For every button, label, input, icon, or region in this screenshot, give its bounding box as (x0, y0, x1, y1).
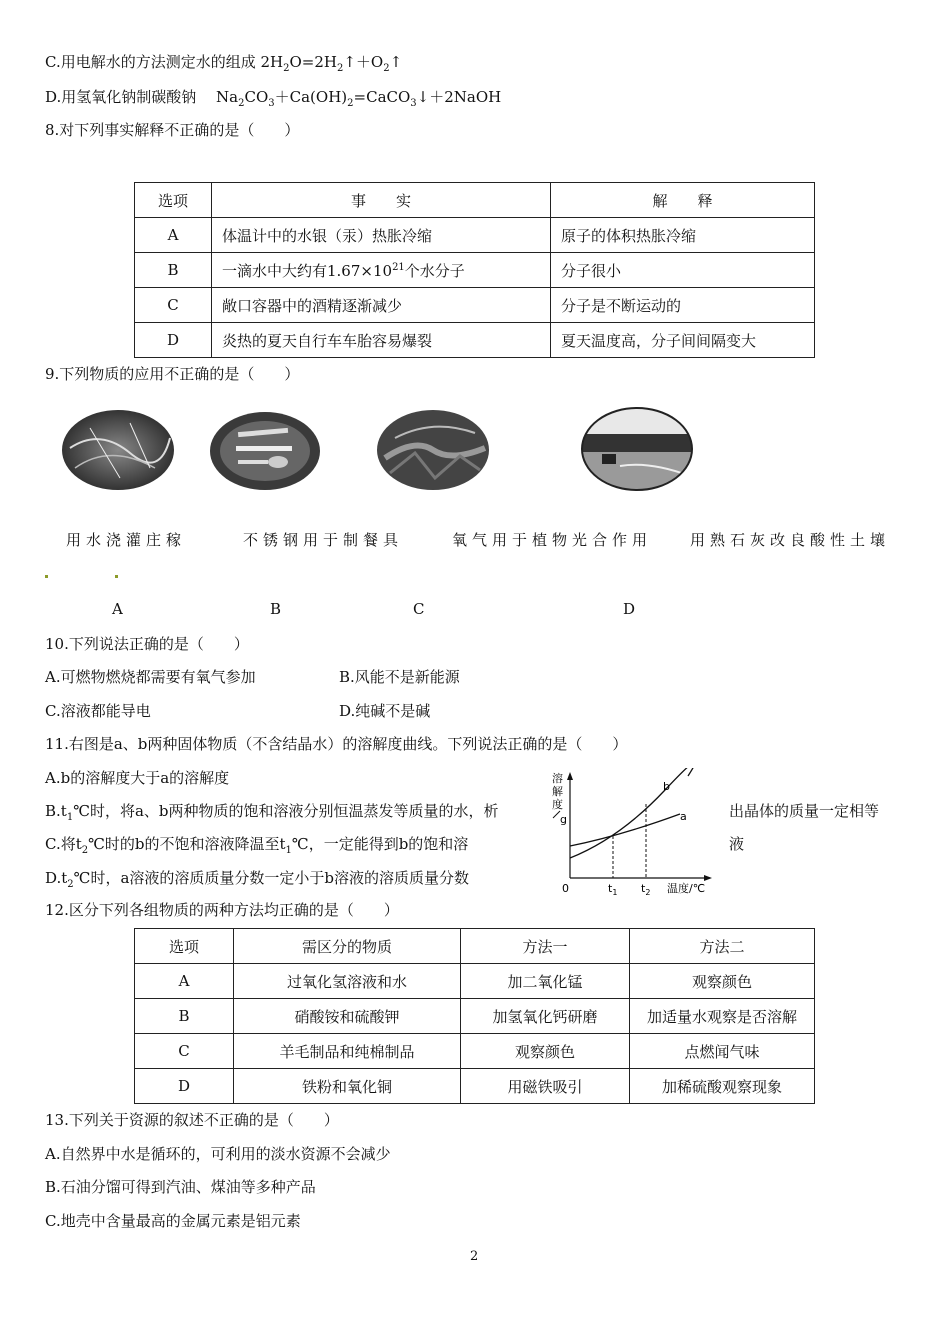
q8-stem: 8.对下列事实解释不正确的是（ ） (45, 121, 300, 139)
option-cell: A (135, 964, 234, 999)
method-two-cell: 加稀硫酸观察现象 (630, 1069, 815, 1104)
fact-cell: 敞口容器中的酒精逐渐减少 (212, 288, 551, 323)
letter-a: A (112, 600, 123, 618)
table-row (135, 1069, 815, 1104)
table-row (135, 218, 815, 253)
q13-option-a: A.自然界中水是循环的，可利用的淡水资源不会减少 (45, 1145, 391, 1163)
substance-cell: 羊毛制品和纯棉制品 (234, 1034, 461, 1069)
method-one-cell: 加氢氧化钙研磨 (461, 999, 630, 1034)
option-cell: D (135, 323, 212, 358)
table-row (135, 1034, 815, 1069)
page-number: 2 (470, 1249, 479, 1264)
q13-option-b: B.石油分馏可得到汽油、煤油等多种产品 (45, 1178, 316, 1196)
table-header-row (135, 183, 815, 218)
fact-cell: 一滴水中大约有$1.67\times 10^{21}$个水分子 (212, 253, 551, 288)
header-cell: 方法二 (630, 929, 815, 964)
y-label-char: 度 (552, 798, 563, 811)
method-two-cell: 观察颜色 (630, 964, 815, 999)
q11-stem: 11.右图是a、b两种固体物质（不含结晶水）的溶解度曲线。下列说法正确的是（ ） (45, 735, 628, 753)
y-unit: g (560, 813, 567, 826)
method-one-cell: 加二氧化锰 (461, 964, 630, 999)
q8-table (134, 182, 815, 358)
q10-option-a: A.可燃物燃烧都需要有氧气参加 (45, 668, 256, 686)
y-label-char: 解 (552, 785, 563, 798)
curve-b-label: b (663, 780, 670, 793)
origin-label: 0 (562, 882, 569, 895)
caption-d: 用熟石灰改良酸性土壤 (690, 531, 891, 549)
explanation-cell: 分子很小 (551, 253, 815, 288)
option-cell: C (135, 1034, 234, 1069)
substance-cell: 过氧化氢溶液和水 (234, 964, 461, 999)
tableware-photo (208, 410, 322, 492)
irrigation-photo (60, 408, 176, 492)
q11-option-c: C.将$t_2℃$时的b的不饱和溶液降温至$t_1℃$，一定能得到b的饱和溶 (45, 835, 469, 856)
q10-option-b: B.风能不是新能源 (339, 668, 460, 686)
option-cell: D (135, 1069, 234, 1104)
q11-option-c-tail: 液 (729, 835, 745, 853)
explanation-cell: 夏天温度高，分子间间隔变大 (551, 323, 815, 358)
photosynthesis-photo (375, 408, 491, 492)
q13-stem: 13.下列关于资源的叙述不正确的是（ ） (45, 1111, 339, 1129)
table-row (135, 323, 815, 358)
option-cell: C (135, 288, 212, 323)
q10-option-d: D.纯碱不是碱 (339, 702, 431, 720)
table-header-row (135, 929, 815, 964)
substance-cell: 铁粉和氧化铜 (234, 1069, 461, 1104)
x-axis-label: 温度/℃ (667, 882, 706, 895)
q7-option-c: C.用电解水的方法测定水的组成 $2H_2O=2H_2↑+O_2↑$ (45, 53, 403, 74)
q11-option-d: $D.t_2℃$时，a溶液的溶质质量分数一定小于b溶液的溶质质量分数 (45, 869, 469, 890)
decorative-dot (45, 575, 48, 578)
unit-slash (553, 811, 560, 818)
explanation-cell: 原子的体积热胀冷缩 (551, 218, 815, 253)
q10-option-c: C.溶液都能导电 (45, 702, 151, 720)
fact-cell: 体温计中的水银（汞）热胀冷缩 (212, 218, 551, 253)
method-two-cell: 点燃闻气味 (630, 1034, 815, 1069)
caption-a: 用水浇灌庄稼 (66, 531, 187, 549)
header-cell: 选项 (135, 929, 234, 964)
curve-b (570, 768, 695, 858)
q12-stem: 12.区分下列各组物质的两种方法均正确的是（ ） (45, 901, 399, 919)
option-cell: B (135, 999, 234, 1034)
y-label-char: 溶 (552, 772, 563, 785)
soil-improvement-photo (580, 406, 694, 492)
q11-option-a: A.b的溶解度大于a的溶解度 (45, 769, 230, 787)
curve-a-label: a (680, 810, 687, 823)
header-cell: 方法一 (461, 929, 630, 964)
y-axis-arrow (567, 772, 573, 780)
option-cell: A (135, 218, 212, 253)
q11-option-b-tail: 出晶体的质量一定相等 (729, 802, 880, 820)
q9-stem: 9.下列物质的应用不正确的是（ ） (45, 365, 300, 383)
curve-a (570, 814, 680, 846)
letter-b: B (270, 600, 282, 618)
explanation-cell: 分子是不断运动的 (551, 288, 815, 323)
option-cell: B (135, 253, 212, 288)
table-row (135, 999, 815, 1034)
q13-option-c: C.地壳中含量最高的金属元素是铝元素 (45, 1212, 301, 1230)
header-cell: 解 释 (551, 183, 815, 218)
caption-b: 不锈钢用于制餐具 (243, 531, 404, 549)
fact-cell: 炎热的夏天自行车车胎容易爆裂 (212, 323, 551, 358)
q7-option-d: D.用氢氧化钠制碳酸钠 $Na_2CO_3+Ca(OH)_2=CaCO_3↓+2NaOH$ (45, 88, 502, 109)
t2-label: $t_2$ (641, 882, 651, 897)
method-one-cell: 用磁铁吸引 (461, 1069, 630, 1104)
header-cell: 事 实 (212, 183, 551, 218)
method-one-cell: 观察颜色 (461, 1034, 630, 1069)
solubility-curve-graph (540, 768, 715, 903)
method-two-cell: 加适量水观察是否溶解 (630, 999, 815, 1034)
letter-d: D (623, 600, 636, 618)
decorative-dot (115, 575, 118, 578)
table-row (135, 964, 815, 999)
header-cell: 选项 (135, 183, 212, 218)
q10-stem: 10.下列说法正确的是（ ） (45, 635, 249, 653)
x-axis-arrow (704, 875, 712, 881)
q12-table (134, 928, 815, 1104)
caption-c: 氧气用于植物光合作用 (452, 531, 653, 549)
q11-option-b: $B.t_1℃$时，将a、b两种物质的饱和溶液分别恒温蒸发等质量的水，析 (45, 802, 499, 823)
substance-cell: 硝酸铵和硫酸钾 (234, 999, 461, 1034)
table-row (135, 253, 815, 288)
header-cell: 需区分的物质 (234, 929, 461, 964)
table-row (135, 288, 815, 323)
letter-c: C (413, 600, 425, 618)
t1-label: $t_1$ (608, 882, 618, 897)
